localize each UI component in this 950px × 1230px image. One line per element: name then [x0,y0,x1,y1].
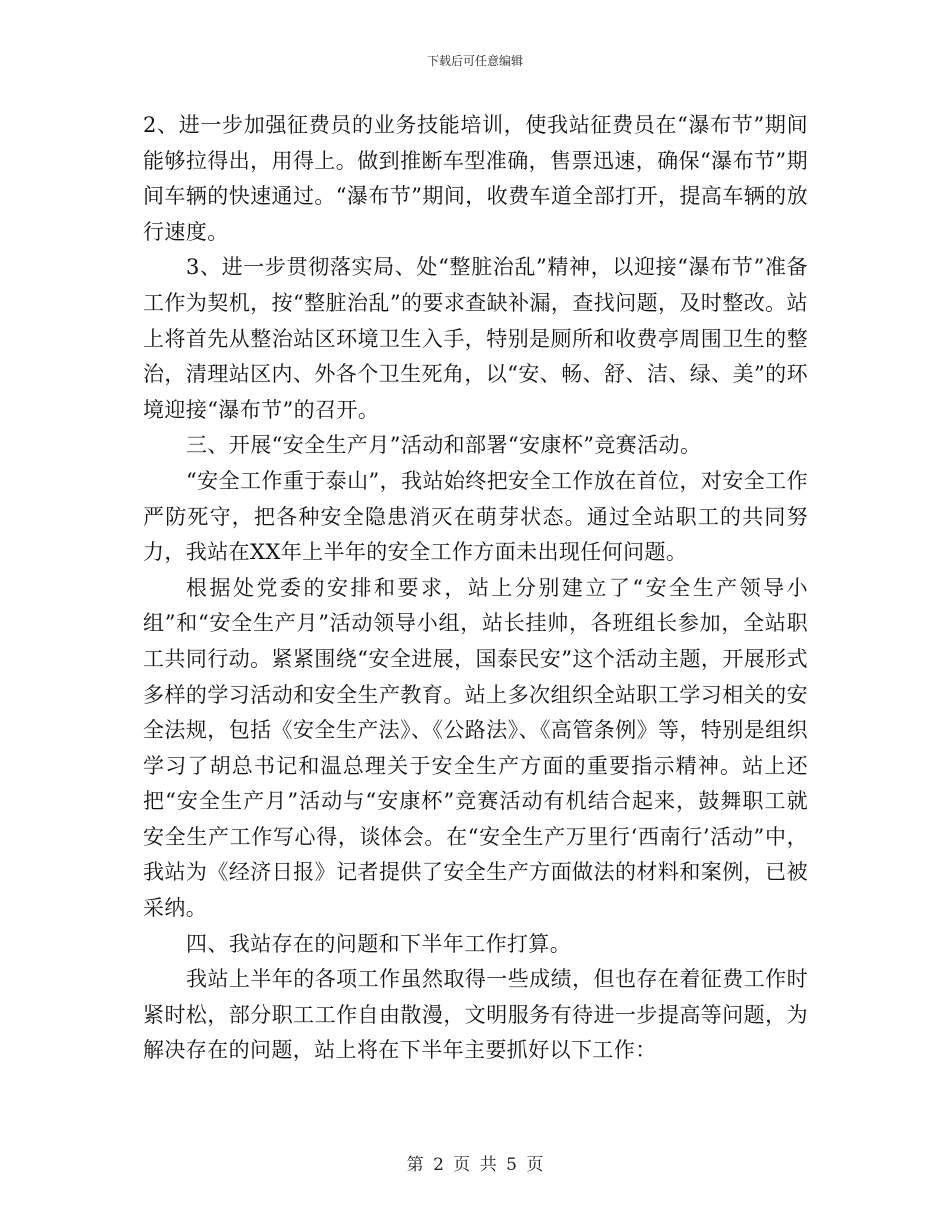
section-heading-3: 三、开展“安全生产月”活动和部署“安康杯”竞赛活动。 [186,433,702,458]
paragraph-item-2: 2、进一步加强征费员的业务技能培训，使我站征费员在“瀑布节”期间能够拉得出，用得上。做到推断车型准确，售票迅速，确保“瀑布节”期间车辆的快速通过。“瀑布节”期间，收费车道全部打开，提高车辆的放行速度。 [143,113,808,244]
section-heading-4: 四、我站存在的问题和下半年工作打算。 [186,931,572,956]
page-header: 下载后可任意编辑 [426,54,523,68]
document-body [143,108,808,1069]
paragraph-item-3: 3、进一步贯彻落实局、处“整脏治乱”精神，以迎接“瀑布节”准备工作为契机，按“整脏治乱”的要求查缺补漏，查找问题，及时整改。站上将首先从整治站区环境卫生入手，特别是厕所和收费亭周围卫生的整治，清理站区内、外各个卫生死角，以“安、畅、舒、洁、绿、美”的环境迎接“瀑布节”的召开。 [143,255,808,422]
paragraph-safety-month: 根据处党委的安排和要求，站上分别建立了“安全生产领导小组”和“安全生产月”活动领导小组，站长挂帅，各班组长参加，全站职工共同行动。紧紧围绕“安全进展，国泰民安”这个活动主题，开展形式多样的学习活动和安全生产教育。站上多次组织全站职工学习相关的安全法规，包括《安全生产法》、《公路法》、《高管条例》等，特别是组织学习了胡总书记和温总理关于安全生产方面的重要指示精神。站上还把“安全生产月”活动与“安康杯”竞赛活动有机结合起来，鼓舞职工就安全生产工作写心得，谈体会。在“安全生产万里行‘西南行’活动”中，我站为《经济日报》记者提供了安全生产方面做法的材料和案例，已被采纳。 [143,575,808,921]
paragraph-safety-priority: “安全工作重于泰山”，我站始终把安全工作放在首位，对安全工作严防死守，把各种安全隐患消灭在萌芽状态。通过全站职工的共同努力，我站在XX年上半年的安全工作方面未出现任何问题。 [143,468,808,565]
paragraph-problems: 我站上半年的各项工作虽然取得一些成绩，但也存在着征费工作时紧时松，部分职工工作自由散漫，文明服务有待进一步提高等问题，为解决存在的问题，站上将在下半年主要抓好以下工作： [143,967,808,1063]
page-number: 第 2 页 共 5 页 [406,1155,544,1175]
